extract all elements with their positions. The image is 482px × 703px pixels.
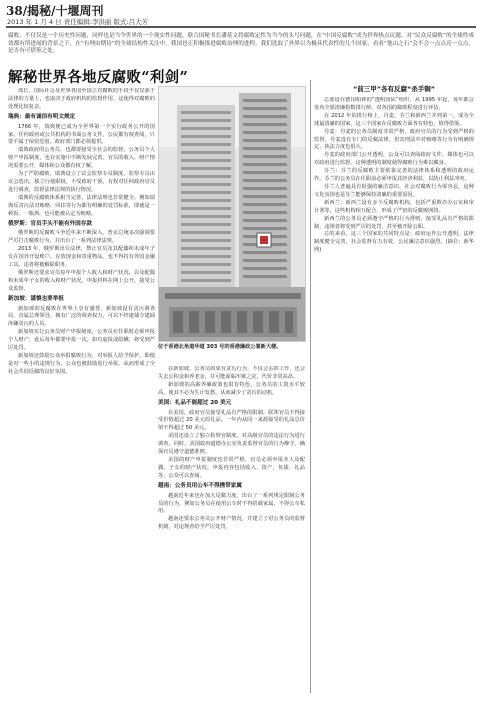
column-middle: [158, 366, 305, 693]
column-right: [314, 97, 474, 693]
paragraph: 俄罗斯的反腐败斗争近年来不断深入，普京总统多次强调要严厉打击腐败行为，并出台了一系列法律法规。: [8, 230, 155, 245]
paragraph: 为了严防腐败，瑞典设立了议会监察专员制度。监察专员由议会选出，独立行使职权，不受政府干预，有权对任何政府官员进行调查，监督法律法规的执行情况。: [8, 171, 155, 193]
header-divider: [6, 26, 476, 28]
paragraph: 越南近年来也在加大反腐力度，出台了一系列规定限制公务员的行为，例如公务员在使用公车时不得搭载家属，不得公车私用。: [158, 492, 305, 515]
lead-paragraph: [8, 33, 474, 56]
paragraph: 在 2012 年的排行榜上，丹麦、芬兰和新西兰并列第一，成为全球最清廉的国家。这三个国家在反腐败方面各有特色，值得借鉴。: [314, 112, 474, 127]
col1-text: [8, 88, 155, 693]
paragraph: 芬兰：芬兰的反腐败主要依靠完善的法律体系和透明的政府运作。芬兰的公务员在任职前必须申报其经济利益，以防止利益冲突。: [314, 168, 474, 183]
lead-text: 腐败，不仅仅是一个历史性问题，同样也是当今世界的一个现实性问题。联合国秘书长潘基文将腐败定性为当今的头号问题，在“中国反腐败”成为世界热点议题、对“民众反腐败”的全球性成效都有所进展的背景之下，在“有理由期待”的全球结构性关注中，我国也正积极推进腐败治理的进程。我们选取了外界以为极具代表性的几个国家，看看“他山之石”会不会一点点亮一点点，是否有可借鉴之处。: [8, 33, 474, 55]
paragraph: 美国的财产申报制度也非常严格，官员必须申报本人及配偶、子女的财产状况，申报内容包括收入、资产、负债、礼品等，公众可以查阅。: [158, 456, 305, 479]
paragraph: 在美国，政府官员接受礼品有严格的限制。联邦官员不得接受价值超过 20 美元的礼品，一年内从同一来源接受的礼品总价值不得超过 50 美元。: [158, 409, 305, 432]
issue-meta: 2013 年 1 月 4 日 责任编辑:李洪丽 版式:吕大芳: [7, 18, 149, 26]
page-title: 38/揭秘/十堰周刊: [6, 4, 104, 18]
col2-text: [158, 366, 305, 693]
paragraph: 丹麦的政府部门公开透明，公众可以查阅政府文件，媒体也可以对政府进行监督。这种透明的制度使得腐败行为难以藏身。: [314, 152, 474, 167]
paragraph: 新加坡还鼓励公众举报腐败行为，对举报人给予保护。即使是对一些小的违规行为，公众也被鼓励进行举报，从而形成了全社会共同反腐的良好氛围。: [8, 353, 155, 375]
section-heading-russia: 俄罗斯：官员手头不能有外国存款: [8, 220, 92, 227]
building-illustration: [159, 87, 306, 342]
paragraph: 在新加坡，公务员如果有贪污行为，不仅会丢掉工作，还会失去公积金和养老金，并可能面临牢狱之灾，代价非常高昂。: [158, 366, 305, 380]
col3-text: [314, 97, 474, 693]
building-photo: [158, 86, 306, 342]
paragraph: 总的来看，这三个国家的共同特点是：政府运作公开透明，法律制度健全完善，社会监督有力有效，公民廉洁意识强烈。(摘自：新华网): [314, 231, 474, 254]
paragraph: 总部设在德国柏林的“透明国际”组织，从 1995 年起，每年都会发布全球清廉指数排行榜，对各国的腐败程度进行评估。: [314, 97, 474, 111]
paragraph: 2013 年，俄罗斯出台法律，禁止官员及其配偶和未成年子女在国外开设账户、存放现金和贵重物品，也不得持有外国金融工具。违者将被解除职务。: [8, 246, 155, 269]
masthead: [6, 2, 476, 30]
sidebar-title: “前三甲”各有反腐“杀手锏”: [352, 85, 436, 93]
paragraph: 丹麦：丹麦的公务员制度非常严格，政府官员的行为受到严格的监督。丹麦没有专门的反腐法律，但其刑法中对贿赂等行为有明确规定，执法力度也很大。: [314, 128, 474, 151]
article-headline: 解秘世界各地反腐败“利剑”: [8, 69, 189, 86]
paragraph: 瑞典的反腐败体系相当完善，法律法规也非常健全。例如瑞典反贪污法对贿赂、回扣等行为都有明确的处罚标准，即使是一顿饭、一瓶酒，也可能被认定为贿赂。: [8, 194, 155, 217]
paragraph: 新西兰：新西兰设有多个反腐败机构，包括严重欺诈办公室和审计署等，这些机构相互配合，形成了严密的反腐败网络。: [314, 199, 474, 214]
paragraph: 瑞典政府的公务员，也都要接受全社会的监督，公务员个人财产申报制度，也在实施中不断发展完善。官员的收入、财产情况需要公开，媒体和公众都有权了解。: [8, 147, 155, 170]
paragraph: 美国还设立了独立检察官制度，对高级官员的违法行为进行调查。同时，美国政府道德办公室负责监督官员的行为操守，确保官员遵守道德准则。: [158, 433, 305, 456]
paragraph: 俄罗斯还要求官员每年申报个人收入和财产状况，以及配偶和未成年子女的收入和财产状况，申报材料在网上公开，接受公众监督。: [8, 269, 155, 292]
paragraph: 新加坡的高薪养廉政策也很有特色，公务员的工资水平较高，使其不必为生计发愁，从而减少了贪污的动机。: [158, 381, 305, 396]
column-left: [8, 88, 155, 693]
intro-paragraph: 部长、国际社会及世界各国至国立对腐败的手段不仅仅源于法律的力量上，也取决于政府机构的监督作用，这使得对腐败的处理比较复杂。: [8, 88, 155, 110]
paragraph: 1766 年，瑞典便已成为全世界第一个实行政务公开的国家。任何政府或公共机构的书面公务文件，公民都有权查阅，只要不属于保密范围，政府部门都必须提供。: [8, 123, 155, 146]
column-divider: [310, 80, 311, 693]
paragraph: 越南还要求公务员公开财产情况，并建立了对公务员的监督机制，对违规者给予严厉处罚。: [158, 516, 305, 531]
section-heading-sweden: 瑞典：最有诚信有明文规定: [8, 113, 76, 120]
paragraph: 新西兰的公务员必须遵守严格的行为准则，接受礼品有严格的限制，违规者将受到严厉的处罚，甚至被开除公职。: [314, 215, 474, 230]
section-heading-vietnam: 越南：公务员用公车不得携带家属: [158, 482, 242, 489]
paragraph: 新加坡的反腐败在世界上享有盛誉。新加坡设有贪污调查局，直属总理领导，拥有广泛的调查权力，可以不经逮捕令逮捕涉嫌贪污的人员。: [8, 305, 155, 328]
paragraph: 新加坡实行公务员财产申报制度，公务员在任职时必须申报个人财产，此后每年都要申报一次，如有虚报或隐瞒，将受到严厉处罚。: [8, 329, 155, 352]
paragraph: 芬兰人普遍具有很强的廉洁意识，社会对腐败行为零容忍，这种文化氛围也是芬兰能够保持清廉的重要原因。: [314, 183, 474, 198]
section-heading-usa: 美国：礼品不能超过 20 美元: [158, 399, 232, 406]
photo-caption: 位于香港北角道华道 303 号的香港廉政公署新大楼。: [158, 344, 282, 350]
section-heading-singapore: 新加坡：谨慎也要举报: [8, 295, 64, 302]
